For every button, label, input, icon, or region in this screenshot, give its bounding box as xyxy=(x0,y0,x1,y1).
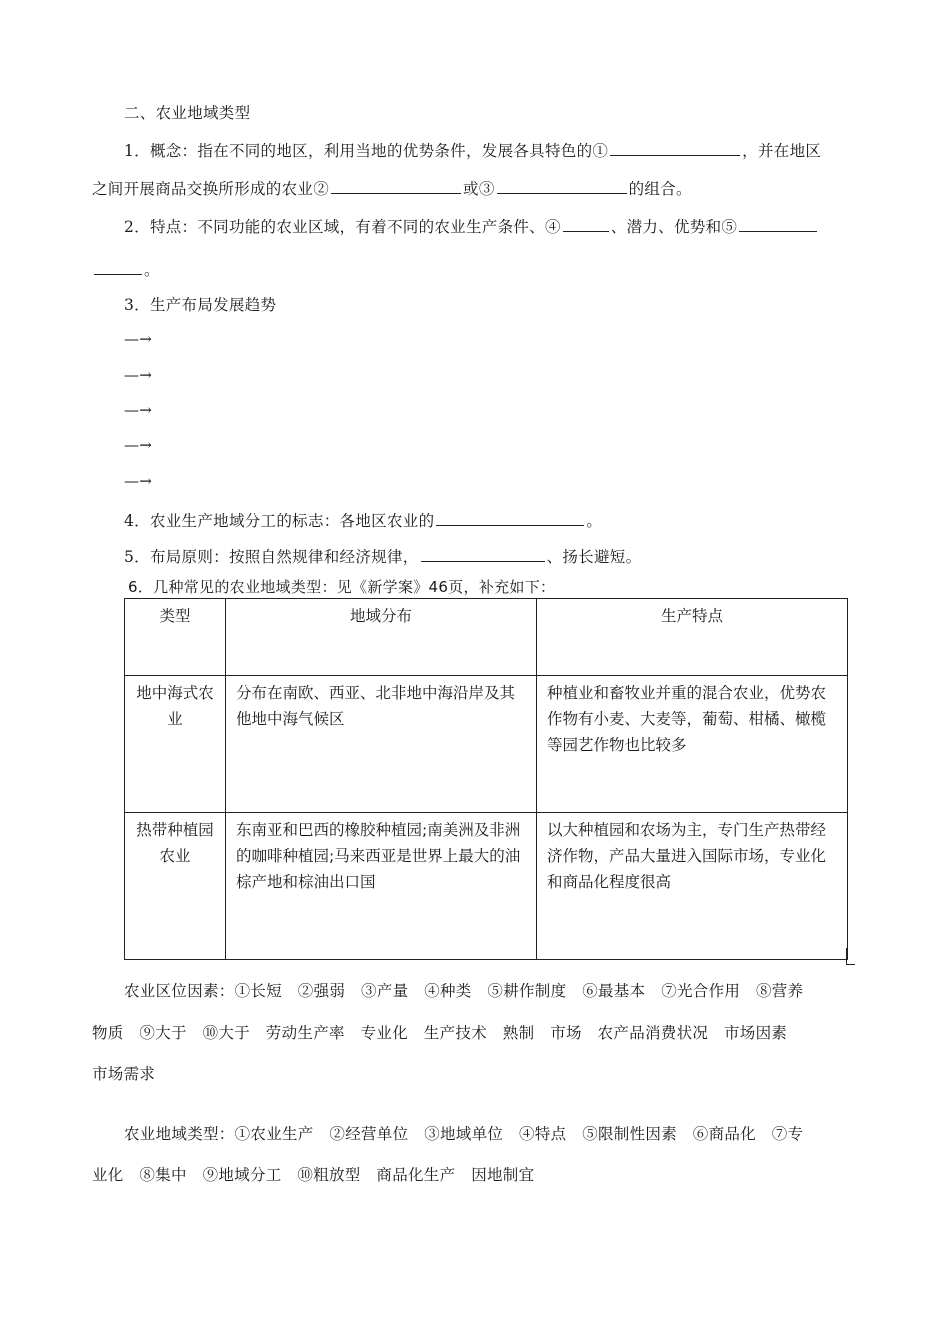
header-type: 类型 xyxy=(125,599,226,676)
blank-2[interactable] xyxy=(331,179,461,194)
cell-type: 地中海式农业 xyxy=(125,676,226,813)
header-features: 生产特点 xyxy=(537,599,848,676)
cell-features: 以大种植园和农场为主，专门生产热带经济作物，产品大量进入国际市场，专业化和商品化程度很高 xyxy=(537,813,848,960)
table-row xyxy=(125,813,848,960)
arrow-4: —→ xyxy=(124,436,153,454)
item-1-label: 1．概念：指在不同的地区，利用当地的优势条件，发展各具特色的① xyxy=(124,142,609,160)
item-1-end: 的组合。 xyxy=(628,180,692,198)
item-4-label: 4．农业生产地域分工的标志：各地区农业的 xyxy=(124,512,435,530)
arrow-3: —→ xyxy=(124,401,153,419)
answers-1-line-1: 农业区位因素：①长短 ②强弱 ③产量 ④种类 ⑤耕作制度 ⑥最基本 ⑦光合作用 ⑧营养 xyxy=(124,982,804,1000)
item-5 xyxy=(124,545,641,567)
item-5-end: 、扬长避短。 xyxy=(546,548,642,566)
cell-features: 种植业和畜牧业并重的混合农业，优势农作物有小麦、大麦等，葡萄、柑橘、橄榄等园艺作物也比较多 xyxy=(537,676,848,813)
answers-2-line-1: 农业地域类型：①农业生产 ②经营单位 ③地域单位 ④特点 ⑤限制性因素 ⑥商品化 ⑦专 xyxy=(124,1125,804,1143)
item-1-line-1 xyxy=(124,139,821,161)
blank-5a[interactable] xyxy=(739,217,817,232)
header-distribution: 地域分布 xyxy=(226,599,537,676)
blank-5b[interactable] xyxy=(94,260,142,275)
table-end-mark xyxy=(846,948,855,965)
item-1-line2-text: 之间开展商品交换所形成的农业② xyxy=(92,180,330,198)
agri-types-table xyxy=(124,598,848,960)
item-2-line-1 xyxy=(124,215,819,237)
item-5-label: 5．布局原则：按照自然规律和经济规律， xyxy=(124,548,419,566)
item-4 xyxy=(124,509,602,531)
item-1-or: 或③ xyxy=(463,180,495,198)
table-header-row xyxy=(125,599,848,676)
answers-1-line-2: 物质 ⑨大于 ⑩大于 劳动生产率 专业化 生产技术 熟制 市场 农产品消费状况 市场因素 xyxy=(92,1024,788,1042)
blank-6[interactable] xyxy=(436,511,584,526)
arrow-5: —→ xyxy=(124,472,153,490)
cell-distribution: 分布在南欧、西亚、北非地中海沿岸及其他地中海气候区 xyxy=(226,676,537,813)
answers-1-line-3: 市场需求 xyxy=(92,1065,156,1083)
blank-1[interactable] xyxy=(610,141,740,156)
item-2-line-2 xyxy=(92,258,160,280)
item-1-after: ，并在地区 xyxy=(742,142,822,160)
arrow-1: —→ xyxy=(124,330,153,348)
item-6-label: 6．几种常见的农业地域类型：见《新学案》46页，补充如下： xyxy=(128,578,556,596)
item-3-label: 3．生产布局发展趋势 xyxy=(124,296,277,314)
item-4-end: 。 xyxy=(586,512,603,530)
item-2-end: 。 xyxy=(144,261,160,279)
table-row xyxy=(125,676,848,813)
cell-distribution: 东南亚和巴西的橡胶种植园;南美洲及非洲的咖啡种植园;马来西亚是世界上最大的油棕产地和棕油出口国 xyxy=(226,813,537,960)
blank-7[interactable] xyxy=(421,547,545,562)
blank-3[interactable] xyxy=(497,179,627,194)
blank-4[interactable] xyxy=(563,217,609,232)
section-title: 二、农业地域类型 xyxy=(124,104,251,122)
answers-2-line-2: 业化 ⑧集中 ⑨地域分工 ⑩粗放型 商品化生产 因地制宜 xyxy=(92,1166,535,1184)
item-1-line-2 xyxy=(92,177,692,199)
arrow-2: —→ xyxy=(124,366,153,384)
item-2-middle: 、潜力、优势和⑤ xyxy=(610,218,738,236)
cell-type: 热带种植园农业 xyxy=(125,813,226,960)
item-2-label: 2．特点：不同功能的农业区域，有着不同的农业生产条件、④ xyxy=(124,218,561,236)
